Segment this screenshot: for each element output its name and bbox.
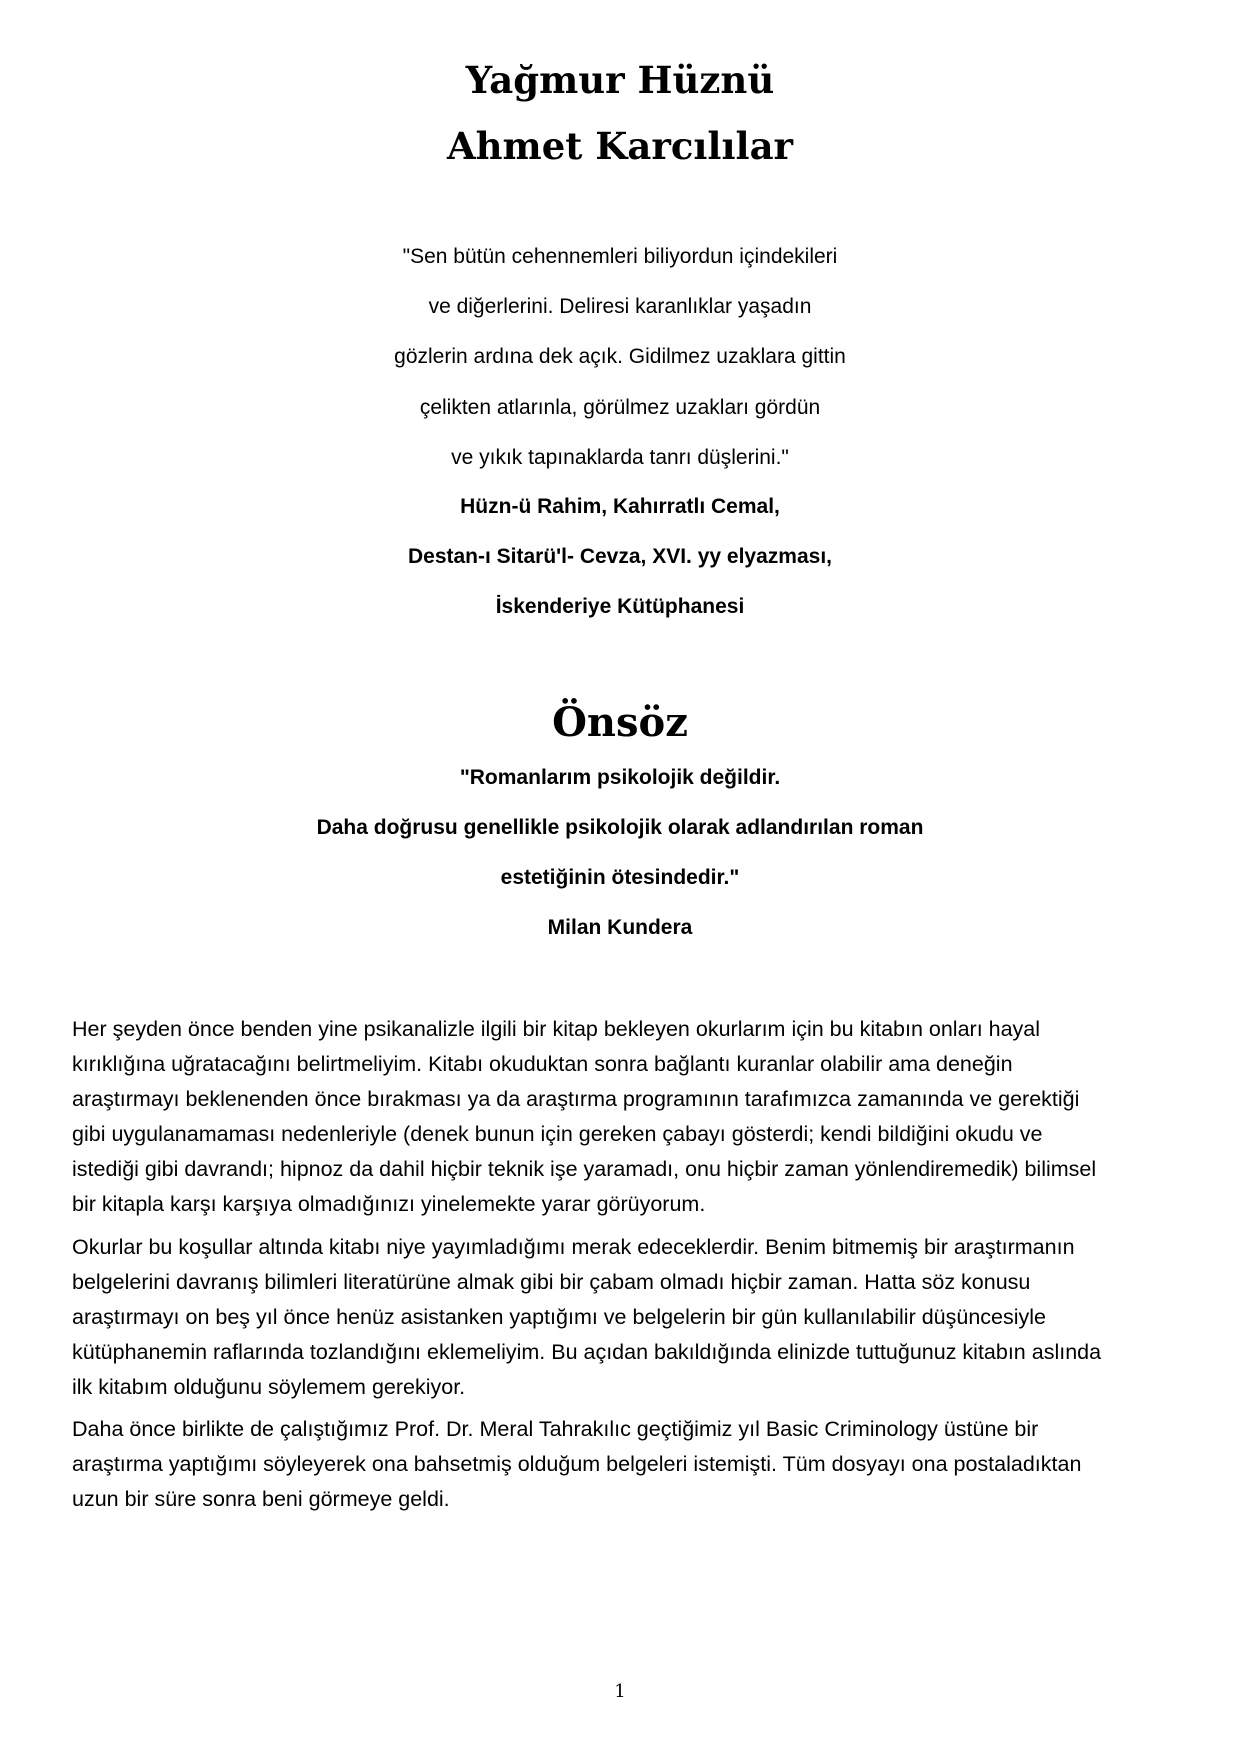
page-number: 1: [614, 1681, 626, 1702]
paragraph-line: araştırmayı beklenenden önce bırakması ya da araştırma programının tarafımızca zamanında ve gerektiği: [72, 1087, 1080, 1111]
epigraph-line: çelikten atlarınla, görülmez uzakları gördün: [419, 396, 821, 419]
paragraph-line: kütüphanemin raflarında tozlandığını eklemeliyim. Bu açıdan bakıldığında elinizde tuttuğunuz kitabın aslında: [72, 1340, 1102, 1364]
book-title: Yağmur Hüznü: [465, 58, 775, 102]
paragraph-line: belgelerini davranış bilimleri literatürüne almak gibi bir çabam olmadı hiçbir zaman. Hatta söz konusu: [72, 1270, 1031, 1294]
paragraph-line: araştırmayı on beş yıl önce henüz asistanken yaptığımı ve belgelerin bir gün kullanılabilir düşüncesiyle: [72, 1305, 1046, 1329]
paragraph-line: uzun bir süre sonra beni görmeye geldi.: [72, 1487, 450, 1511]
paragraph-line: kırıklığına uğratacağını belirtmeliyim. Kitabı okuduktan sonra bağlantı kuranlar olabilir ama deneğin: [72, 1052, 1013, 1076]
quote-line: "Romanlarım psikolojik değildir.: [459, 766, 781, 789]
body-paragraph: [72, 1412, 1172, 1517]
quote-line: Daha doğrusu genellikle psikolojik olarak adlandırılan roman: [316, 816, 924, 839]
paragraph-line: istediği gibi davrandı; hipnoz da dahil hiçbir teknik işe yaramadı, onu hiçbir zaman yönlendiremedik) bilimsel: [72, 1157, 1097, 1181]
epigraph-line: "Sen bütün cehennemleri biliyordun içindekileri: [402, 245, 838, 268]
paragraph-line: Okurlar bu koşullar altında kitabı niye yayımladığımı merak edeceklerdir. Benim bitmemiş bir araştırmanın: [72, 1235, 1075, 1259]
paragraph-line: gibi uygulanamaması nedenleriyle (denek bunun için gereken çabayı gösterdi; kendi bildiğini okudu ve: [72, 1122, 1043, 1146]
epigraph-attribution: Destan-ı Sitarü'l- Cevza, XVI. yy elyazması,: [407, 545, 832, 568]
quote-line: estetiğinin ötesindedir.": [500, 866, 740, 889]
body-paragraph: [72, 1012, 1172, 1222]
quote-author: Milan Kundera: [547, 916, 693, 939]
paragraph-line: Her şeyden önce benden yine psikanalizle ilgili bir kitap bekleyen okurlarım için bu kitabın onları hayal: [72, 1017, 1041, 1041]
epigraph-attribution: Hüzn-ü Rahim, Kahırratlı Cemal,: [460, 495, 780, 518]
paragraph-line: ilk kitabım olduğunu söylemem gerekiyor.: [72, 1375, 466, 1399]
paragraph-line: Daha önce birlikte de çalıştığımız Prof. Dr. Meral Tahrakılıc geçtiğimiz yıl Basic Criminology üstüne bir: [72, 1417, 1039, 1441]
epigraph-line: gözlerin ardına dek açık. Gidilmez uzaklara gittin: [394, 345, 846, 368]
paragraph-line: araştırma yaptığımı söyleyerek ona bahsetmiş olduğum belgeleri istemişti. Tüm dosyayı ona postaladıktan: [72, 1452, 1082, 1476]
epigraph-line: ve yıkık tapınaklarda tanrı düşlerini.": [451, 446, 789, 469]
epigraph-line: ve diğerlerini. Deliresi karanlıklar yaşadın: [428, 295, 812, 318]
section-heading: Önsöz: [552, 699, 688, 746]
body-paragraph: [72, 1230, 1172, 1405]
author-name: Ahmet Karcılılar: [446, 124, 794, 168]
epigraph-attribution: İskenderiye Kütüphanesi: [495, 595, 745, 618]
paragraph-line: bir kitapla karşı karşıya olmadığınızı yinelemekte yarar görüyorum.: [72, 1192, 706, 1216]
